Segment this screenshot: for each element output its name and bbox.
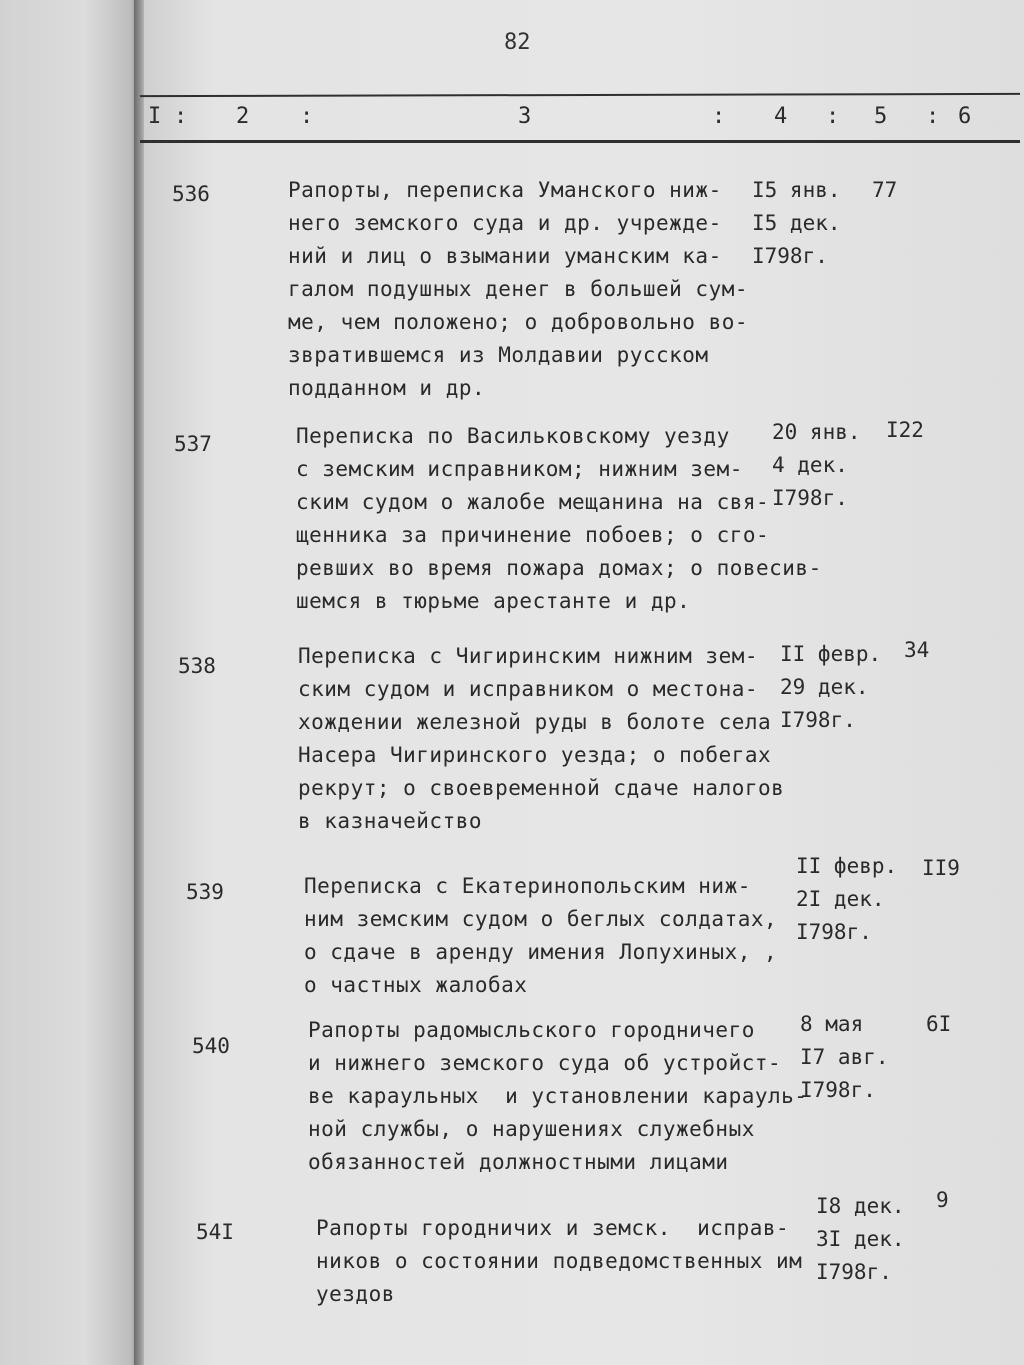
record-description: Переписка с Чигиринским нижним зем- ским судом и исправником о местона- хождении железной руды в болоте села Насера Чигиринского уезда; о побегах рекрут; о своевременной сдаче налогов в казначейство — [298, 644, 785, 833]
record-dates: I5 янв. I5 дек. I798г. — [752, 178, 841, 268]
record-sheet-count: 34 — [904, 638, 930, 662]
header-col-6: 6 — [958, 104, 972, 129]
page-number: 82 — [504, 30, 531, 55]
record-description: Рапорты, переписка Уманского ниж- него земского суда и др. учрежде- ний и лиц о взымании уманским ка- галом подушных денег в большей сум- ме, чем положено; о добровольно во- звратившемся из Молдавии русском подданном и др. — [288, 178, 749, 400]
record-sheet-count: 9 — [936, 1188, 949, 1212]
record-number: 537 — [174, 432, 212, 456]
header-separator: : — [712, 104, 726, 129]
header-col-2: 2 — [236, 104, 250, 129]
record-description: Переписка по Васильковскому уезду с земским исправником; нижним зем- ским судом о жалобе мещанина на свя- щенника за причинение побоев; о сго- ревших во время пожара домах; о повесив- шемся в тюрьме арестанте и др. — [296, 424, 822, 613]
header-separator: : — [826, 104, 840, 129]
record-dates: 8 мая I7 авг. I798г. — [800, 1012, 889, 1102]
facing-page-edge — [0, 0, 142, 1365]
record-number: 539 — [186, 880, 224, 904]
record-sheet-count: I22 — [886, 418, 924, 442]
record-number: 54I — [196, 1220, 234, 1244]
record-number: 538 — [178, 654, 216, 678]
header-col-3: 3 — [518, 104, 532, 129]
header-separator: : — [926, 104, 940, 129]
table-header-bottom-rule — [140, 140, 1020, 143]
header-separator: : — [174, 104, 188, 129]
record-dates: II февр. 29 дек. I798г. — [780, 642, 882, 732]
record-number: 536 — [172, 182, 210, 206]
record-number: 540 — [192, 1034, 230, 1058]
record-sheet-count: II9 — [922, 856, 960, 880]
header-col-5: 5 — [874, 104, 888, 129]
record-description: Рапорты радомысльского городничего и нижнего земского суда об устройст- ве караульных и установлении карауль- ной службы, о нарушениях служебных обязанностей должностными лицами — [308, 1018, 808, 1174]
record-sheet-count: 6I — [926, 1012, 952, 1036]
header-separator: : — [300, 104, 314, 129]
record-dates: 20 янв. 4 дек. I798г. — [772, 420, 861, 510]
record-dates: I8 дек. 3I дек. I798г. — [816, 1194, 905, 1284]
header-col-4: 4 — [774, 104, 788, 129]
record-sheet-count: 77 — [872, 178, 898, 202]
header-col-1: I — [148, 104, 162, 129]
record-description: Рапорты городничих и земск. исправ- ников о состоянии подведомственных им уездов — [316, 1216, 803, 1306]
record-description: Переписка с Екатеринопольским ниж- ним земским судом о беглых солдатах, о сдаче в аренду имения Лопухиных, , о частных жалобах — [304, 874, 778, 997]
record-dates: II февр. 2I дек. I798г. — [796, 854, 898, 944]
